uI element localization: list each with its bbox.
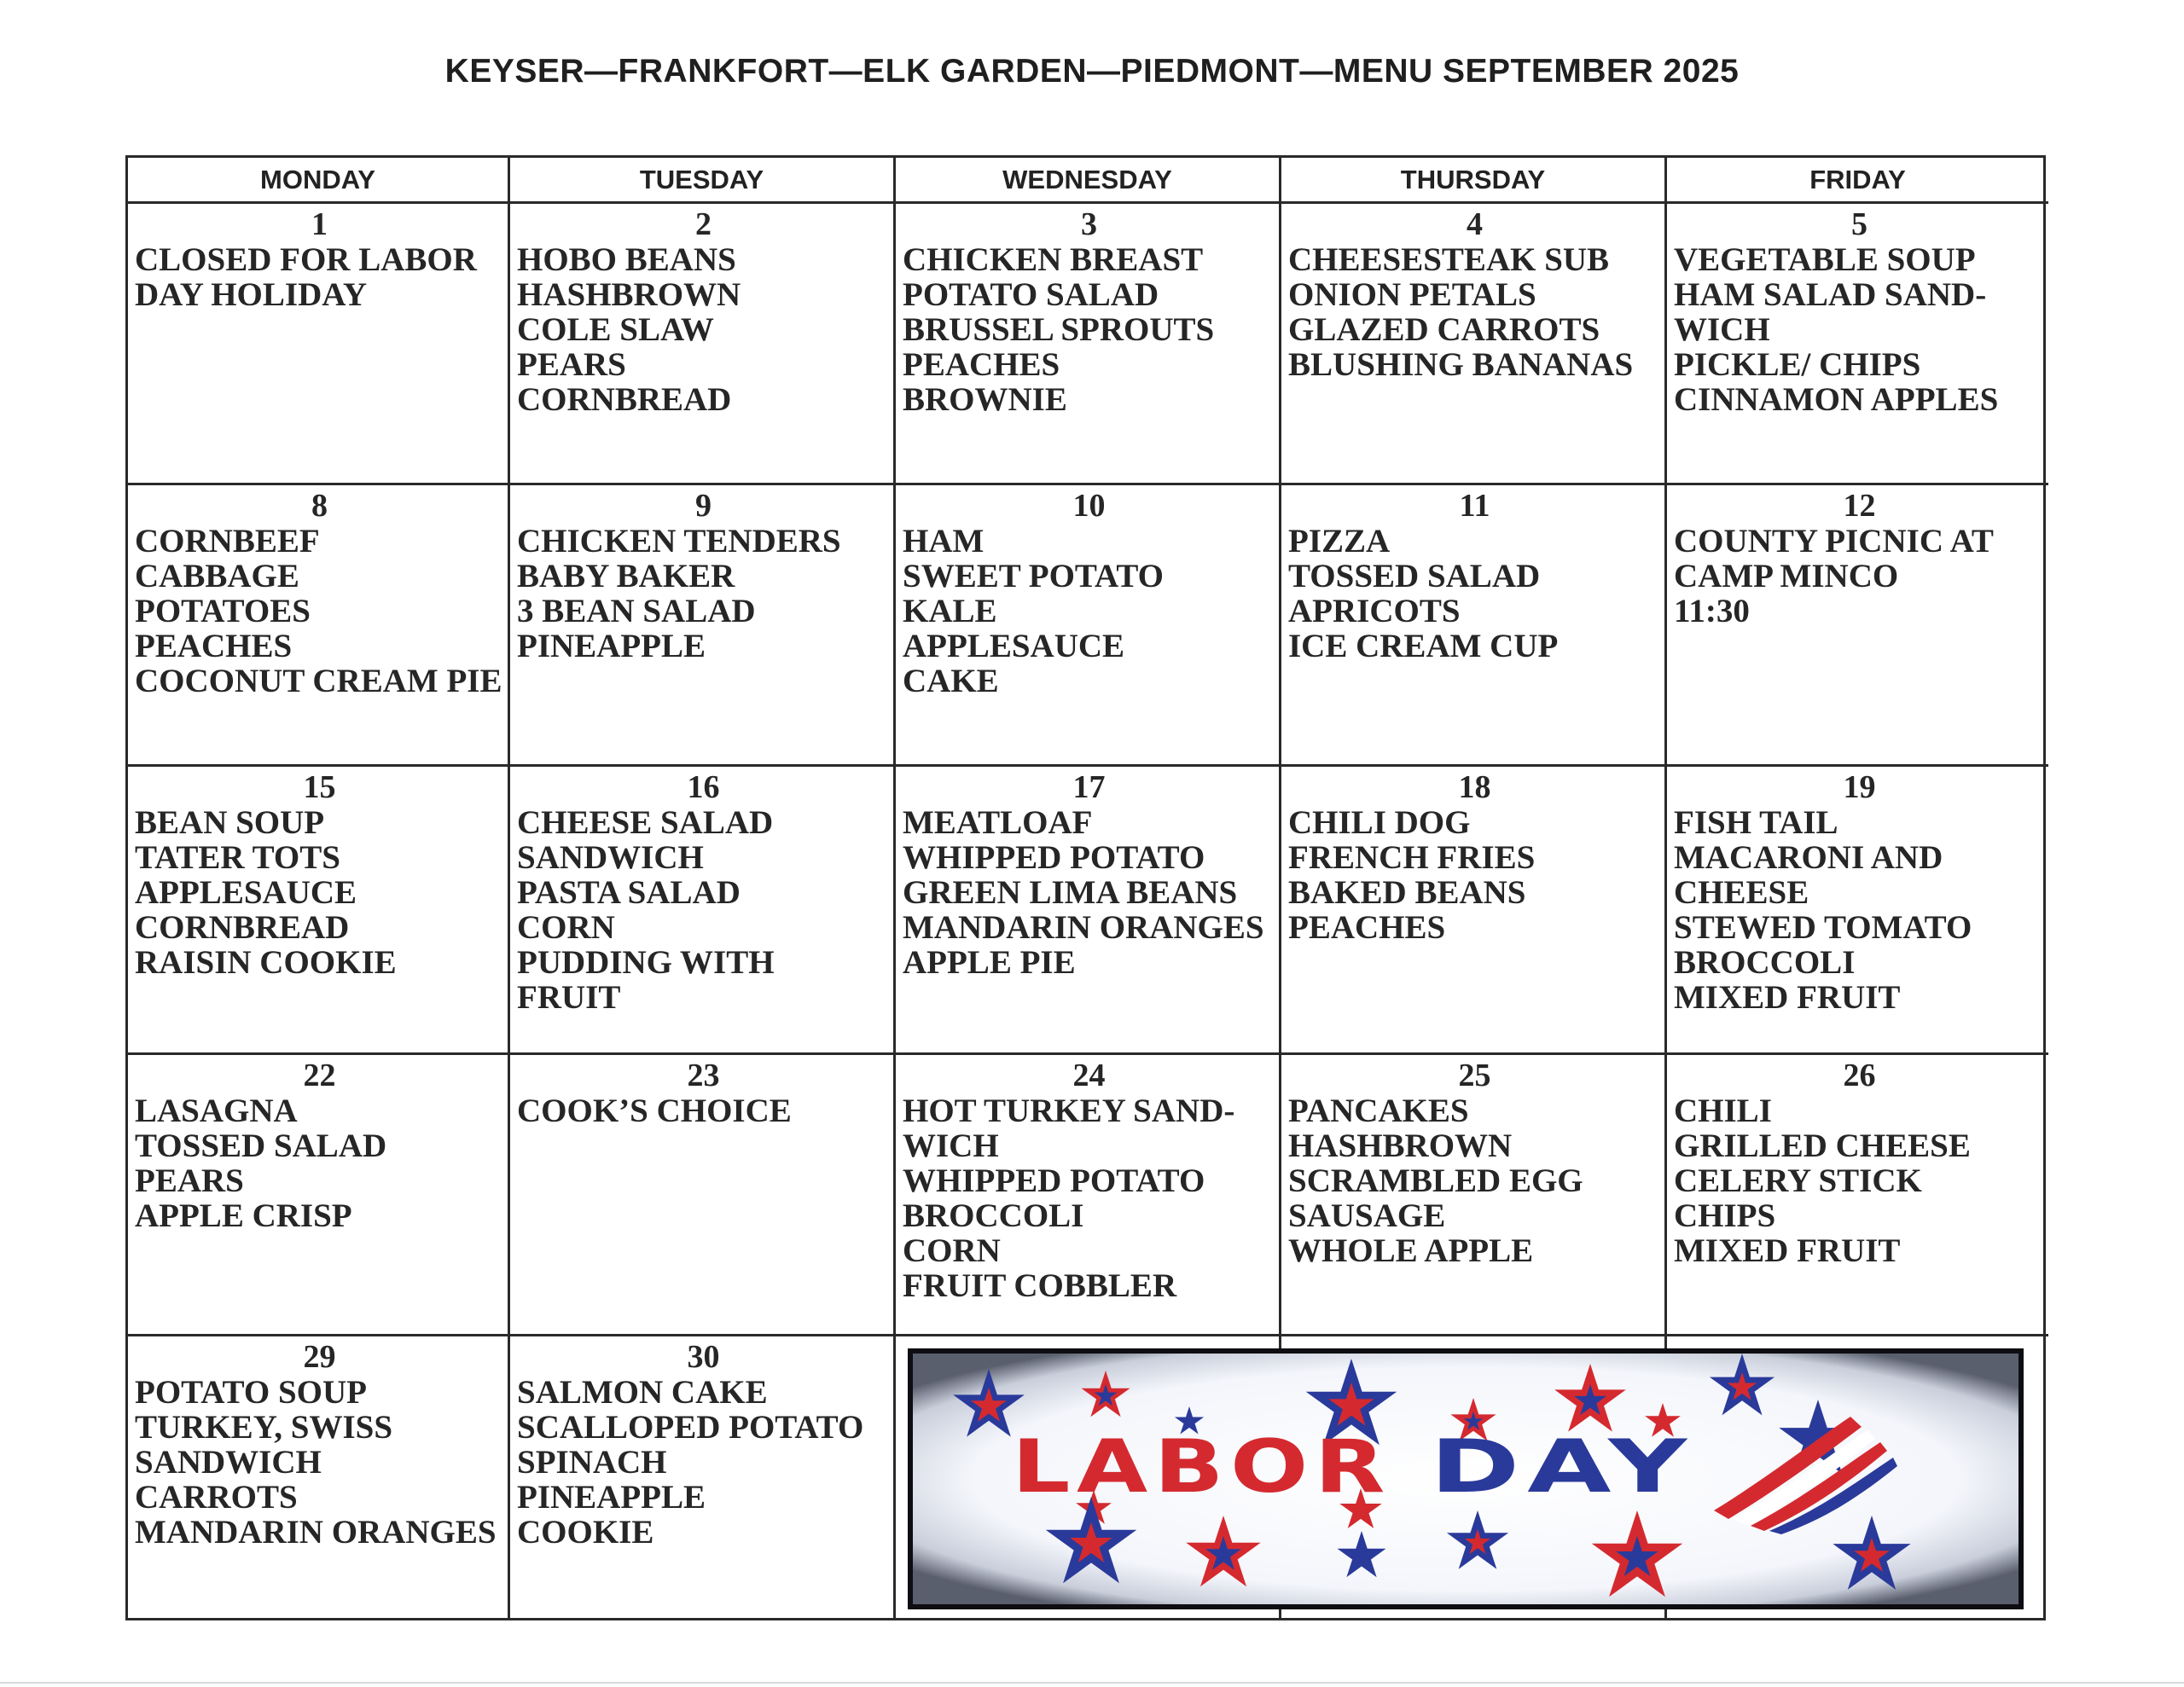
header-monday: MONDAY xyxy=(128,158,510,204)
menu-item: MIXED FRUIT xyxy=(1674,979,1901,1016)
menu-item: HASHBROWN xyxy=(1288,1128,1513,1164)
day-cell xyxy=(510,485,896,767)
banner-text-labor: LABOR xyxy=(1012,1424,1391,1510)
banner-text-day: DAY xyxy=(1430,1424,1694,1510)
menu-item: PANCAKES xyxy=(1288,1093,1469,1129)
menu-item: BROCCOLI xyxy=(903,1197,1084,1234)
menu-item: CORNBREAD xyxy=(135,909,350,946)
day-cell xyxy=(510,1055,896,1336)
menu-item: APPLE PIE xyxy=(903,944,1076,981)
menu-item: CLOSED FOR LABOR xyxy=(135,241,477,278)
menu-item: CHICKEN TENDERS xyxy=(517,523,841,559)
menu-item: WICH xyxy=(903,1128,999,1164)
menu-item: WHIPPED POTATO xyxy=(903,1162,1205,1199)
menu-item: COLE SLAW xyxy=(517,311,714,348)
menu-item: CAMP MINCO xyxy=(1674,558,1899,594)
menu-items xyxy=(1674,242,2045,417)
day-number: 24 xyxy=(1072,1058,1106,1093)
menu-items xyxy=(1674,524,2045,629)
menu-item: CHEESESTEAK SUB xyxy=(1288,241,1610,278)
menu-item: SCRAMBLED EGG xyxy=(1288,1162,1583,1199)
day-cell xyxy=(128,1055,510,1336)
header-tuesday: TUESDAY xyxy=(510,158,896,204)
menu-item: FISH TAIL xyxy=(1674,804,1838,841)
menu-item: CHILI xyxy=(1674,1093,1772,1129)
day-cell xyxy=(896,1055,1281,1336)
menu-items xyxy=(135,242,504,312)
menu-item: CORN xyxy=(903,1232,1001,1269)
menu-item: COUNTY PICNIC AT xyxy=(1674,523,1994,559)
menu-items xyxy=(135,805,504,980)
day-cell xyxy=(1281,1055,1667,1336)
menu-item: PEACHES xyxy=(135,628,293,664)
day-cell xyxy=(1667,1055,2048,1336)
menu-item: HAM SALAD SAND- xyxy=(1674,276,1987,313)
labor-day-banner xyxy=(908,1348,2024,1609)
menu-item: GREEN LIMA BEANS xyxy=(903,874,1238,911)
day-cell xyxy=(128,1336,510,1618)
day-number: 22 xyxy=(303,1058,336,1093)
menu-item: PEACHES xyxy=(903,346,1060,383)
menu-item: 3 BEAN SALAD xyxy=(517,593,756,629)
menu-item: MIXED FRUIT xyxy=(1674,1232,1901,1269)
menu-items xyxy=(903,805,1275,980)
day-cell xyxy=(128,767,510,1055)
day-number: 12 xyxy=(1843,488,1876,524)
menu-item: WHIPPED POTATO xyxy=(903,839,1205,876)
day-number: 4 xyxy=(1467,206,1483,242)
menu-item: BROWNIE xyxy=(903,381,1067,418)
day-number: 26 xyxy=(1843,1058,1876,1093)
menu-item: BLUSHING BANANAS xyxy=(1288,346,1634,383)
day-number: 17 xyxy=(1072,769,1106,805)
menu-item: TURKEY, SWISS xyxy=(135,1409,393,1446)
menu-item: CHIPS xyxy=(1674,1197,1776,1234)
header-thursday: THURSDAY xyxy=(1281,158,1667,204)
menu-item: WHOLE APPLE xyxy=(1288,1232,1534,1269)
menu-item: COOKIE xyxy=(517,1514,654,1551)
menu-item: CINNAMON APPLES xyxy=(1674,381,1999,418)
menu-item: MEATLOAF xyxy=(903,804,1093,841)
menu-item: WICH xyxy=(1674,311,1770,348)
menu-items xyxy=(1288,1093,1661,1268)
day-cell xyxy=(510,767,896,1055)
menu-item: APRICOTS xyxy=(1288,593,1461,629)
menu-item: PINEAPPLE xyxy=(517,1479,706,1516)
menu-item: RAISIN COOKIE xyxy=(135,944,397,981)
menu-items xyxy=(517,1375,890,1550)
menu-item: COOK’S CHOICE xyxy=(517,1093,792,1129)
day-number: 5 xyxy=(1851,206,1867,242)
menu-item: POTATO SALAD xyxy=(903,276,1159,313)
day-cell xyxy=(1281,767,1667,1055)
menu-item: TOSSED SALAD xyxy=(135,1128,387,1164)
menu-item: 11:30 xyxy=(1674,593,1750,629)
day-cell xyxy=(896,767,1281,1055)
menu-item: PUDDING WITH xyxy=(517,944,775,981)
day-number: 19 xyxy=(1843,769,1876,805)
menu-item: CORNBEEF xyxy=(135,523,320,559)
menu-items xyxy=(903,524,1275,699)
menu-item: SCALLOPED POTATO xyxy=(517,1409,864,1446)
menu-item: GRILLED CHEESE xyxy=(1674,1128,1971,1164)
menu-item: SAUSAGE xyxy=(1288,1197,1446,1234)
menu-item: PIZZA xyxy=(1288,523,1391,559)
menu-item: ONION PETALS xyxy=(1288,276,1536,313)
menu-item: HAM xyxy=(903,523,985,559)
menu-item: HOBO BEANS xyxy=(517,241,736,278)
menu-item: APPLE CRISP xyxy=(135,1197,352,1234)
menu-item: CORN xyxy=(517,909,615,946)
menu-items xyxy=(903,1093,1275,1303)
menu-item: PEARS xyxy=(135,1162,244,1199)
day-cell xyxy=(1667,485,2048,767)
menu-item: PEACHES xyxy=(1288,909,1446,946)
header-friday: FRIDAY xyxy=(1667,158,2048,204)
menu-item: STEWED TOMATO xyxy=(1674,909,1972,946)
menu-items xyxy=(1288,242,1661,382)
menu-item: SWEET POTATO xyxy=(903,558,1164,594)
day-cell xyxy=(128,485,510,767)
menu-item: SANDWICH xyxy=(517,839,704,876)
menu-item: COCONUT CREAM PIE xyxy=(135,663,502,699)
menu-item: HOT TURKEY SAND- xyxy=(903,1093,1235,1129)
menu-item: CHILI DOG xyxy=(1288,804,1471,841)
menu-items xyxy=(135,1375,504,1550)
day-cell xyxy=(510,204,896,485)
day-cell xyxy=(1667,767,2048,1055)
day-cell xyxy=(1281,485,1667,767)
day-cell xyxy=(896,204,1281,485)
menu-item: PINEAPPLE xyxy=(517,628,706,664)
menu-item: CABBAGE xyxy=(135,558,299,594)
menu-item: CHEESE SALAD xyxy=(517,804,774,841)
menu-item: FRUIT xyxy=(517,979,621,1016)
day-number: 1 xyxy=(311,206,328,242)
menu-item: FRENCH FRIES xyxy=(1288,839,1536,876)
day-cell xyxy=(896,485,1281,767)
menu-item: APPLESAUCE xyxy=(135,874,357,911)
day-number: 25 xyxy=(1458,1058,1491,1093)
day-number: 3 xyxy=(1081,206,1097,242)
menu-item: BABY BAKER xyxy=(517,558,735,594)
menu-item: POTATOES xyxy=(135,593,311,629)
day-number: 16 xyxy=(687,769,720,805)
menu-item: CORNBREAD xyxy=(517,381,732,418)
menu-item: BEAN SOUP xyxy=(135,804,325,841)
labor-day-banner-cell xyxy=(896,1336,2048,1618)
day-number: 8 xyxy=(311,488,328,524)
menu-items xyxy=(1288,524,1661,664)
menu-item: CAKE xyxy=(903,663,999,699)
day-cell xyxy=(510,1336,896,1618)
menu-item: GLAZED CARROTS xyxy=(1288,311,1600,348)
menu-item: TATER TOTS xyxy=(135,839,340,876)
menu-items xyxy=(1674,805,2045,1015)
day-number: 18 xyxy=(1458,769,1491,805)
day-cell xyxy=(1281,204,1667,485)
menu-item: MANDARIN ORANGES xyxy=(903,909,1264,946)
menu-item: SPINACH xyxy=(517,1444,667,1481)
menu-item: BAKED BEANS xyxy=(1288,874,1526,911)
menu-item: VEGETABLE SOUP xyxy=(1674,241,1976,278)
menu-item: APPLESAUCE xyxy=(903,628,1125,664)
menu-items xyxy=(517,1093,890,1128)
menu-item: HASHBROWN xyxy=(517,276,741,313)
menu-items xyxy=(135,524,504,699)
header-wednesday: WEDNESDAY xyxy=(896,158,1281,204)
day-number: 9 xyxy=(695,488,712,524)
day-number: 11 xyxy=(1459,488,1490,524)
day-number: 2 xyxy=(695,206,712,242)
menu-items xyxy=(1674,1093,2045,1268)
menu-item: BROCCOLI xyxy=(1674,944,1856,981)
menu-item: LASAGNA xyxy=(135,1093,298,1129)
menu-item: POTATO SOUP xyxy=(135,1374,367,1411)
page-title: KEYSER—FRANKFORT—ELK GARDEN—PIEDMONT—MENU SEPTEMBER 2025 xyxy=(444,53,1740,90)
menu-items xyxy=(517,524,890,664)
menu-item: MANDARIN ORANGES xyxy=(135,1514,497,1551)
menu-items xyxy=(517,242,890,417)
menu-item: DAY HOLIDAY xyxy=(135,276,367,313)
menu-items xyxy=(903,242,1275,417)
page-edge-line xyxy=(0,1682,2184,1684)
day-number: 29 xyxy=(303,1339,336,1375)
menu-item: FRUIT COBBLER xyxy=(903,1267,1177,1304)
menu-item: TOSSED SALAD xyxy=(1288,558,1541,594)
menu-item: CHEESE xyxy=(1674,874,1809,911)
menu-item: PEARS xyxy=(517,346,626,383)
day-cell xyxy=(128,204,510,485)
day-number: 15 xyxy=(303,769,336,805)
menu-item: PASTA SALAD xyxy=(517,874,741,911)
menu-calendar xyxy=(125,155,2046,1620)
labor-day-graphic xyxy=(908,1348,2024,1609)
menu-item: BRUSSEL SPROUTS xyxy=(903,311,1215,348)
menu-item: CARROTS xyxy=(135,1479,298,1516)
menu-items xyxy=(1288,805,1661,945)
menu-items xyxy=(517,805,890,1015)
menu-item: CHICKEN BREAST xyxy=(903,241,1204,278)
day-number: 30 xyxy=(687,1339,720,1375)
menu-item: SANDWICH xyxy=(135,1444,322,1481)
day-cell xyxy=(1667,204,2048,485)
menu-items xyxy=(135,1093,504,1233)
menu-item: KALE xyxy=(903,593,997,629)
menu-item: PICKLE/ CHIPS xyxy=(1674,346,1921,383)
menu-item: MACARONI AND xyxy=(1674,839,1943,876)
menu-item: ICE CREAM CUP xyxy=(1288,628,1559,664)
day-number: 23 xyxy=(687,1058,720,1093)
menu-item: CELERY STICK xyxy=(1674,1162,1922,1199)
day-number: 10 xyxy=(1072,488,1106,524)
menu-item: SALMON CAKE xyxy=(517,1374,768,1411)
